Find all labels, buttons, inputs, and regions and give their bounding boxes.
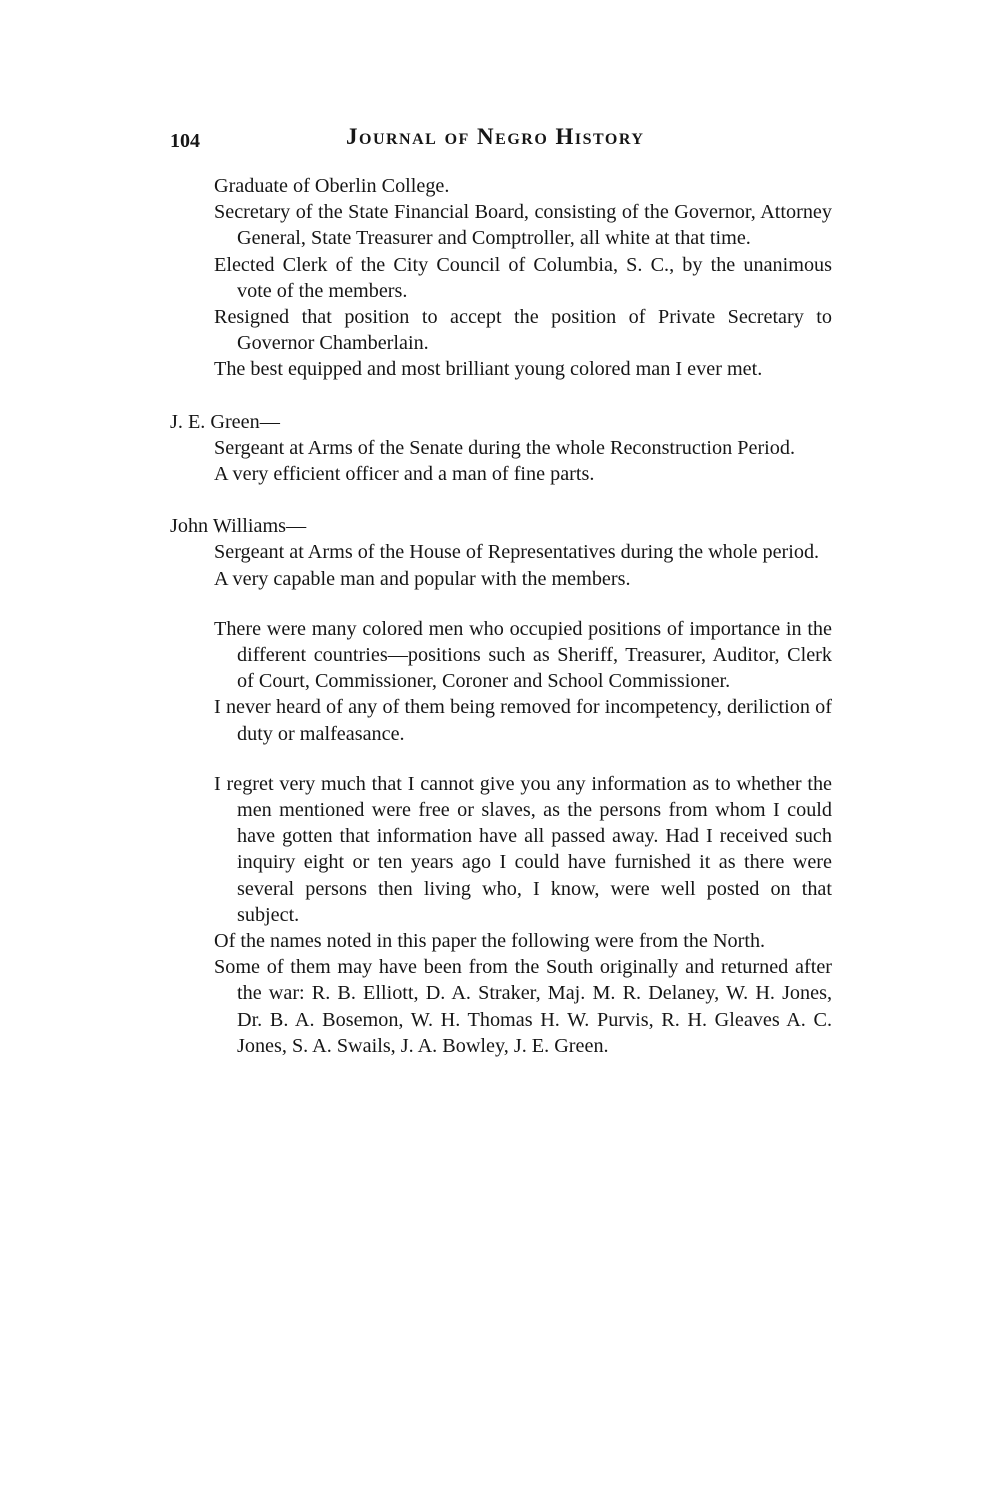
entry-paragraph: I never heard of any of them being removed for incompetency, deriliction of duty or malfeasance. [214,696,832,745]
entry-paragraph: Graduate of Oberlin College. [214,175,450,197]
entry-paragraph: Secretary of the State Financial Board, consisting of the Governor, Attorney General, State Treasurer and Comptroller, all white at that time. [214,201,832,250]
running-head: Journal of Negro History [346,124,645,149]
entry-paragraph: Resigned that position to accept the position of Private Secretary to Governor Chamberlain. [214,306,832,355]
entry-paragraph: There were many colored men who occupied positions of importance in the different countries—positions such as Sheriff, Treasurer, Auditor, Clerk of Court, Commissioner, Coroner and School Commissioner. [214,617,832,693]
section-gap [170,592,832,616]
entry-paragraph: The best equipped and most brilliant young colored man I ever met. [214,358,763,381]
section-gap [170,747,832,771]
section-gap [170,487,832,513]
page-number: 104 [170,130,200,152]
entry-paragraph: I regret very much that I cannot give you any information as to whether the men mentioned were free or slaves, as the persons from whom I could have gotten that information have all passed away. Had I received such inquiry eight or ten years ago I could have furnished it as there were several persons then living who, I know, were well posted on that subject. [214,772,832,926]
entry-paragraph: A very capable man and popular with the members. [214,567,631,590]
entry-paragraph: Elected Clerk of the City Council of Columbia, S. C., by the unanimous vote of the members. [214,253,832,302]
page-body [170,173,832,1059]
entry-paragraph: A very efficient officer and a man of fine parts. [214,463,595,486]
person-name-williams: John Williams— [170,515,307,538]
page-header [170,124,860,160]
entry-paragraph: Sergeant at Arms of the House of Representatives during the whole period. [214,541,820,564]
person-name-green: J. E. Green— [170,410,280,433]
entry-paragraph: Of the names noted in this paper the following were from the North. [214,930,766,953]
entry-paragraph: Sergeant at Arms of the Senate during the whole Reconstruction Period. [214,436,796,459]
entry-paragraph: Some of them may have been from the South originally and returned after the war: R. B. Elliott, D. A. Straker, Maj. M. R. Delaney, W. H. Jones, Dr. B. A. Bosemon, W. H. Thomas H. W. Purvis, R. H. Gleaves A. C. Jones, S. A. Swails, J. A. Bowley, J. E. Green. [214,956,832,1057]
section-gap [170,383,832,409]
